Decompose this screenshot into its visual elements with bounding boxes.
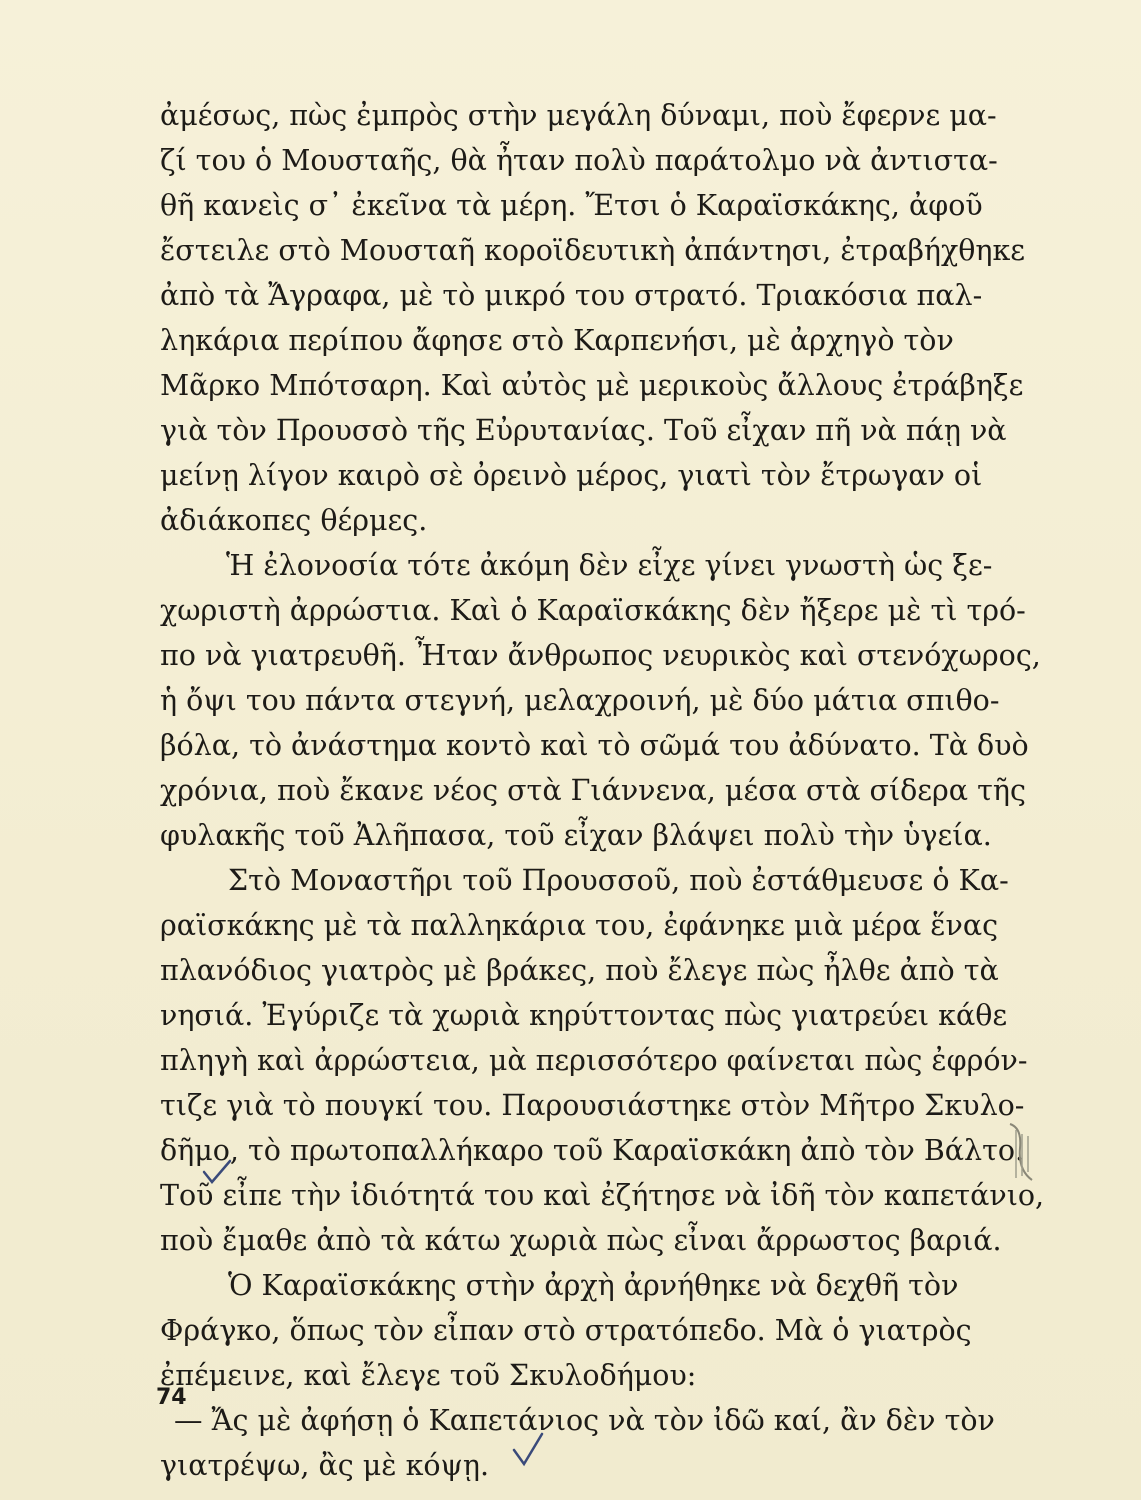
text-line-20: πλανόδιος γιατρὸς μὲ βράκες, ποὺ ἔλεγε πὼς ἦλθε ἀπὸ τὰ: [160, 954, 999, 987]
text-line-15: βόλα, τὸ ἀνάστημα κοντὸ καὶ τὸ σῶμά του ἀδύνατο. Τὰ δυὸ: [160, 729, 1029, 762]
text-line-11: Ἡ ἐλονοσία τότε ἀκόμη δὲν εἶχε γίνει γνωστὴ ὡς ξε-: [226, 549, 993, 582]
text-line-28: Φράγκο, ὅπως τὸν εἶπαν στὸ στρατόπεδο. Μὰ ὁ γιατρὸς: [160, 1314, 972, 1347]
text-line-10: ἀδιάκοπες θέρμες.: [160, 504, 428, 537]
text-line-17: φυλακῆς τοῦ Ἀλῆπασα, τοῦ εἶχαν βλάψει πολὺ τὴν ὑγεία.: [160, 819, 992, 852]
text-line-18: Στὸ Μοναστῆρι τοῦ Προυσσοῦ, ποὺ ἐστάθμευσε ὁ Κα-: [228, 864, 1009, 897]
pencil-check-mark-icon: [200, 1158, 240, 1188]
text-line-30: — Ἄς μὲ ἀφήσῃ ὁ Καπετάνιος νὰ τὸν ἰδῶ καί, ἂν δὲν τὸν: [174, 1404, 995, 1437]
text-line-7: Μᾶρκο Μπότσαρη. Καὶ αὐτὸς μὲ μερικοὺς ἄλλους ἐτράβηξε: [160, 369, 1024, 402]
text-line-26: ποὺ ἔμαθε ἀπὸ τὰ κάτω χωριὰ πὼς εἶναι ἄρρωστος βαριά.: [160, 1224, 1002, 1257]
text-line-16: χρόνια, ποὺ ἔκανε νέος στὰ Γιάννενα, μέσα στὰ σίδερα τῆς: [160, 774, 1026, 807]
text-line-6: ληκάρια περίπου ἄφησε στὸ Καρπενήσι, μὲ ἀρχηγὸ τὸν: [160, 324, 954, 357]
text-line-8: γιὰ τὸν Προυσσὸ τῆς Εὐρυτανίας. Τοῦ εἶχαν πῆ νὰ πάῃ νὰ: [160, 414, 1007, 447]
text-line-13: πο νὰ γιατρευθῆ. Ἦταν ἄνθρωπος νευρικὸς καὶ στενόχωρος,: [160, 639, 1041, 672]
text-line-3: θῆ κανεὶς σ᾽ ἐκεῖνα τὰ μέρη. Ἔτσι ὁ Καραϊσκάκης, ἀφοῦ: [160, 189, 983, 222]
pencil-check-mark-icon: [510, 1430, 550, 1470]
text-line-24: δῆμο, τὸ πρωτοπαλλήκαρο τοῦ Καραϊσκάκη ἀπὸ τὸν Βάλτο.: [160, 1134, 1025, 1167]
text-line-19: ραϊσκάκης μὲ τὰ παλληκάρια του, ἐφάνηκε μιὰ μέρα ἕνας: [160, 909, 999, 942]
text-line-9: μείνῃ λίγον καιρὸ σὲ ὀρεινὸ μέρος, γιατὶ τὸν ἔτρωγαν οἱ: [160, 459, 983, 492]
text-line-14: ἡ ὄψι του πάντα στεγνή, μελαχροινή, μὲ δύο μάτια σπιθο-: [160, 684, 1000, 717]
text-line-5: ἀπὸ τὰ Ἄγραφα, μὲ τὸ μικρό του στρατό. Τριακόσια παλ-: [160, 279, 983, 312]
text-line-4: ἔστειλε στὸ Μουσταῆ κοροϊδευτικὴ ἀπάντησι, ἐτραβήχθηκε: [160, 234, 1026, 267]
text-line-21: νησιά. Ἐγύριζε τὰ χωριὰ κηρύττοντας πὼς γιατρεύει κάθε: [160, 999, 1008, 1032]
text-line-22: πληγὴ καὶ ἀρρώστεια, μὰ περισσότερο φαίνεται πὼς ἐφρόν-: [160, 1044, 1028, 1077]
text-line-1: ἀμέσως, πὼς ἐμπρὸς στὴν μεγάλη δύναμι, ποὺ ἔφερνε μα-: [160, 99, 997, 132]
text-line-27: Ὁ Καραϊσκάκης στὴν ἀρχὴ ἀρνήθηκε νὰ δεχθῆ τὸν: [228, 1269, 959, 1302]
text-line-2: ζί του ὁ Μουσταῆς, θὰ ἦταν πολὺ παράτολμο νὰ ἀντιστα-: [160, 144, 998, 177]
text-line-12: χωριστὴ ἀρρώστια. Καὶ ὁ Καραϊσκάκης δὲν ἤξερε μὲ τὶ τρό-: [160, 594, 1026, 627]
pencil-bracket-icon: [1002, 1118, 1048, 1188]
text-line-31: γιατρέψω, ἂς μὲ κόψῃ.: [160, 1449, 490, 1482]
text-line-25: Τοῦ εἶπε τὴν ἰδιότητά του καὶ ἐζήτησε νὰ ἰδῆ τὸν καπετάνιο,: [160, 1179, 1045, 1212]
page-number: 74: [156, 1385, 187, 1410]
text-line-23: τιζε γιὰ τὸ πουγκί του. Παρουσιάστηκε στὸν Μῆτρο Σκυλο-: [160, 1089, 1025, 1122]
text-line-29: ἐπέμεινε, καὶ ἔλεγε τοῦ Σκυλοδήμου:: [160, 1359, 697, 1392]
